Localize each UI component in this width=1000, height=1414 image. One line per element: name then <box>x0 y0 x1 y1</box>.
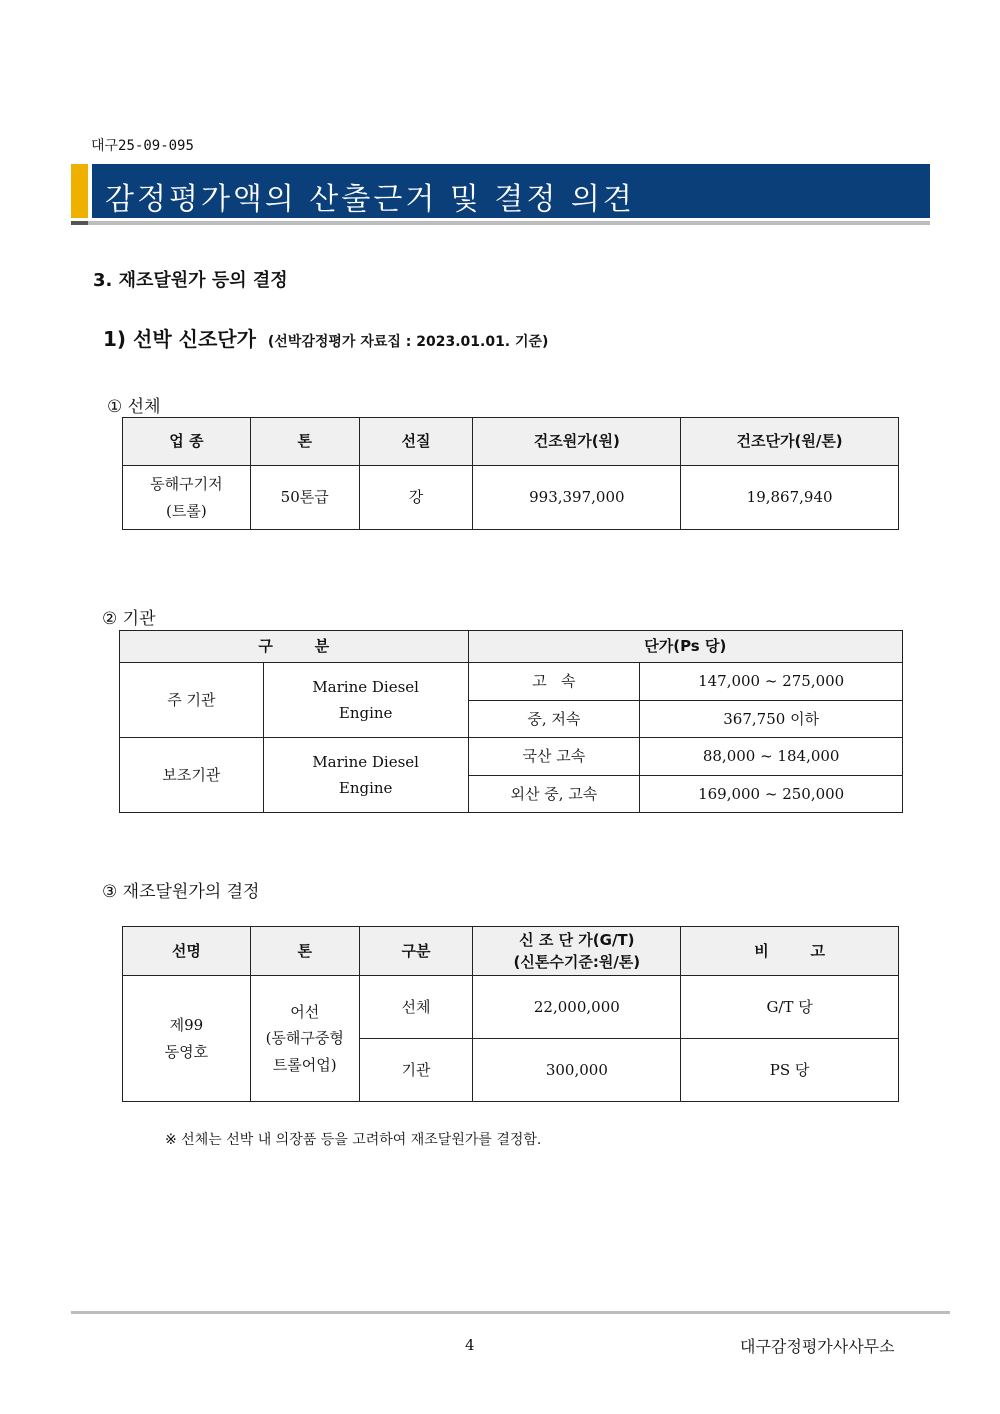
document-id: 대구25-09-095 <box>91 138 194 154</box>
decision-price-engine: 300,000 <box>473 1039 681 1102</box>
aux-engine-price-domestic: 88,000 ~ 184,000 <box>640 738 903 776</box>
table-row <box>120 738 903 776</box>
aux-engine-price-foreign: 169,000 ~ 250,000 <box>640 776 903 813</box>
aux-engine-type-line1: Marine Diesel <box>312 752 419 771</box>
decision-header-name: 선명 <box>123 927 251 976</box>
page-number: 4 <box>465 1336 475 1354</box>
sub-heading-note: (선박감정평가 자료집 : 2023.01.01. 기준) <box>267 334 549 350</box>
aux-engine-type <box>263 738 468 813</box>
hull-table <box>122 417 899 530</box>
aux-engine-type-line2: Engine <box>338 779 393 797</box>
engine-table <box>119 630 903 813</box>
decision-remark-hull: G/T 당 <box>681 976 899 1039</box>
table-row <box>123 976 899 1039</box>
section-heading: 3. 재조달원가 등의 결정 <box>93 270 288 291</box>
hull-type-cell <box>123 466 251 530</box>
hull-heading: ① 선체 <box>107 397 161 417</box>
title-underline <box>71 221 930 225</box>
decision-remark-engine: PS 당 <box>681 1039 899 1102</box>
aux-engine-speed-domestic: 국산 고속 <box>468 738 640 776</box>
main-engine-label: 주 기관 <box>120 663 264 738</box>
engine-header-price: 단가(Ps 당) <box>468 631 902 663</box>
footnote: ※ 선체는 선박 내 의장품 등을 고려하여 재조달원가를 결정함. <box>165 1132 542 1148</box>
aux-engine-speed-foreign: 외산 중, 고속 <box>468 776 640 813</box>
engine-header-category: 구 분 <box>120 631 469 663</box>
sub-heading <box>103 323 548 352</box>
footer-divider <box>71 1311 950 1314</box>
engine-heading: ② 기관 <box>102 609 156 629</box>
hull-type-line2: (트롤) <box>166 501 207 520</box>
ship-name-line2: 동영호 <box>164 1042 209 1061</box>
hull-type-line1: 동해구기저 <box>150 475 223 494</box>
decision-header-kind: 구분 <box>359 927 473 976</box>
ship-name-line1: 제99 <box>169 1016 204 1035</box>
table-row <box>120 663 903 701</box>
decision-header-ton: 톤 <box>250 927 359 976</box>
decision-header-price-line1: 신 조 단 가(G/T) <box>519 930 635 949</box>
title-banner <box>71 164 930 218</box>
decision-kind-engine: 기관 <box>359 1039 473 1102</box>
decision-kind-hull: 선체 <box>359 976 473 1039</box>
hull-build-cost-cell: 993,397,000 <box>473 466 681 530</box>
hull-material-cell: 강 <box>359 466 473 530</box>
hull-header-build-cost: 건조원가(원) <box>473 418 681 466</box>
ship-ton-line3: 트롤어업) <box>272 1055 337 1074</box>
office-name: 대구감정평가사사무소 <box>740 1337 895 1356</box>
decision-header-price-line2: (신톤수기준:원/톤) <box>513 953 641 971</box>
main-engine-type <box>263 663 468 738</box>
decision-table <box>122 926 899 1102</box>
ship-ton-line2: (동해구중형 <box>265 1029 344 1048</box>
table-row <box>123 466 899 530</box>
main-engine-type-line1: Marine Diesel <box>312 677 419 696</box>
main-engine-speed-high: 고 속 <box>468 663 640 701</box>
page-title: 감정평가액의 산출근거 및 결정 의견 <box>105 182 635 217</box>
sub-heading-text: 1) 선박 신조단가 <box>103 327 256 351</box>
title-accent-gap <box>88 164 92 218</box>
aux-engine-label: 보조기관 <box>120 738 264 813</box>
hull-unit-cost-cell: 19,867,940 <box>681 466 899 530</box>
ship-ton-line1: 어선 <box>290 1003 320 1022</box>
decision-heading: ③ 재조달원가의 결정 <box>102 882 260 902</box>
hull-ton-cell: 50톤급 <box>250 466 359 530</box>
hull-header-type: 업 종 <box>123 418 251 466</box>
ship-name-cell <box>123 976 251 1102</box>
main-engine-price-high: 147,000 ~ 275,000 <box>640 663 903 701</box>
hull-header-unit-cost: 건조단가(원/톤) <box>681 418 899 466</box>
main-engine-price-mid: 367,750 이하 <box>640 701 903 738</box>
main-engine-speed-mid: 중, 저속 <box>468 701 640 738</box>
title-accent-bar <box>71 164 88 218</box>
ship-ton-cell <box>250 976 359 1102</box>
decision-header-remark: 비 고 <box>681 927 899 976</box>
decision-header-price <box>473 927 681 976</box>
decision-price-hull: 22,000,000 <box>473 976 681 1039</box>
main-engine-type-line2: Engine <box>338 704 393 722</box>
hull-header-ton: 톤 <box>250 418 359 466</box>
hull-header-material: 선질 <box>359 418 473 466</box>
